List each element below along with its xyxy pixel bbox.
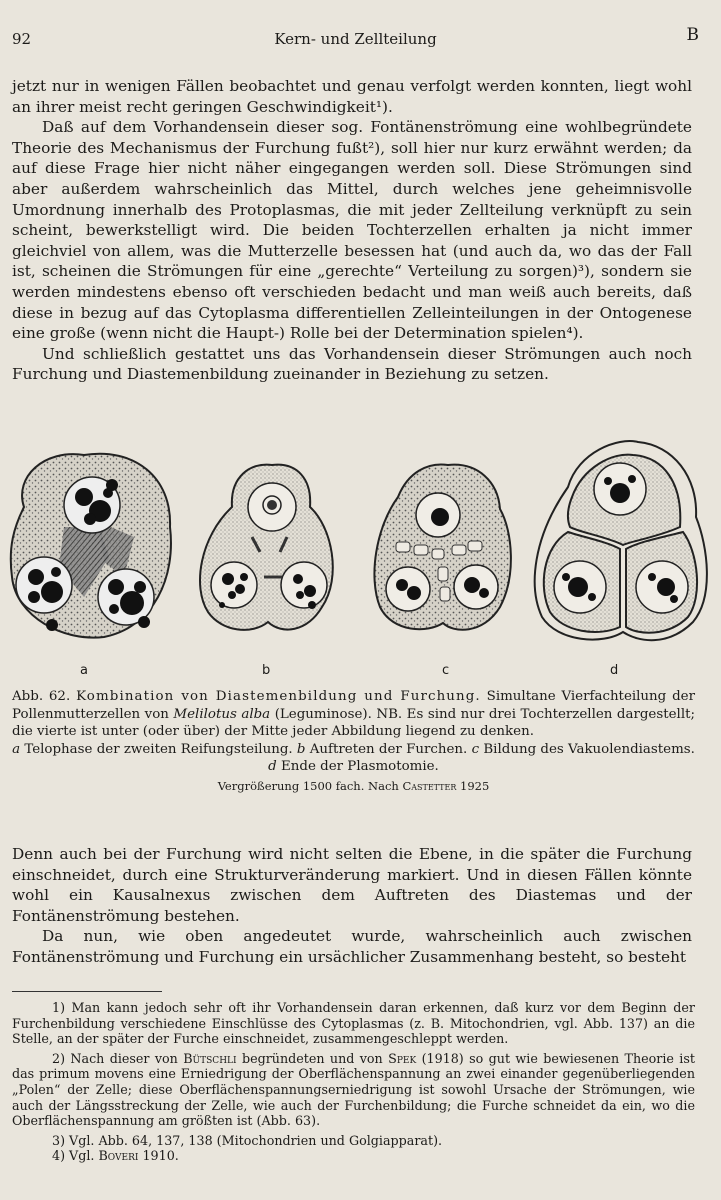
body-text-bottom xyxy=(12,844,692,968)
footnote-3: 3) Vgl. Abb. 64, 137, 138 (Mitochondrien und Golgiapparat). xyxy=(52,1132,443,1148)
footnote-text: 2) Nach dieser von xyxy=(52,1050,178,1066)
figure-label-d: d xyxy=(610,663,619,678)
paragraph: Daß auf dem Vorhandensein dieser sog. Fontänenströmung eine wohlbegründete Theorie des Mechanismus der Furchung fußt²), soll hier nur kurz erwähnt werden; da auf diese Frage hier nicht näher eingegangen werden soll. Diese Strömungen sind aber außerdem wahrscheinlich das Mittel, durch welches jene geheimnisvolle Umordnung innerhalb des Protoplasmas, die mit jeder Zellteilung verknüpft zu sein scheint, bewerkstelligt wird. Die beiden Tochterzellen erhalten ja nicht immer gleichviel von allem, was die Mutterzelle besessen hat (und auch da, wo das der Fall ist, scheinen die Strömungen für eine „gerechte“ Verteilung zu sorgen)³), sondern sie werden mindestens ebenso oft verschieden bedacht und man weiß auch bereits, daß diese in bezug auf das Cytoplasma differentiellen Zelleinteilungen in der Ontogenese eine große (wenn nicht die Haupt-) Rolle bei der Determination spielen⁴). xyxy=(12,118,692,343)
legend-text-a: Telophase der zweiten Reifungsteilung. xyxy=(24,741,293,757)
magnification: Vergrößerung 1500 fach. Nach xyxy=(217,778,399,793)
author-name: Boveri xyxy=(98,1148,139,1164)
legend-text-c: Bildung des Vakuolendiastems. xyxy=(483,741,695,757)
legend-letter-c: c xyxy=(471,741,480,757)
footnote-4 xyxy=(12,1148,695,1164)
page-header xyxy=(12,25,699,58)
section-letter: B xyxy=(686,25,699,45)
caption-title: Kombination von Diastemenbildung und Furchung. xyxy=(76,689,481,704)
figure-label-c: c xyxy=(442,663,450,678)
footnote-1: 1) Man kann jedoch sehr oft ihr Vorhandensein daran erkennen, daß kurz vor dem Beginn der Furchenbildung verschiedene Einschlüsse des Cytoplasmas (z. B. Mitochondrien, vgl. Abb. 137) an die Stelle, an der später der Furche einschneidet, zusammengeschleppt werden. xyxy=(12,1000,695,1047)
figure-number: Abb. 62. xyxy=(12,689,71,704)
credit-author: Castetter xyxy=(402,778,457,793)
footnote-text: (1918) so gut wie bewiesenen Theorie ist das primum movens eine Erniedrigung der Oberflächenspannung an zwei einander gegenüberliegenden „Polen“ der Zelle; diese Oberflächenspannungserniedrigung ist sowohl Ursache der Strömungen, wie auch der Längsstreckung der Zelle, wie auch der Furchenbildung; die Furche schneidet da ein, wo die Oberflächenspannung am größten ist (Abb. 63). xyxy=(12,1050,695,1129)
author-name: Bütschli xyxy=(183,1050,237,1066)
figure-label-a: a xyxy=(80,663,88,678)
footnote-2 xyxy=(12,1051,695,1129)
cell-illustration-b xyxy=(192,437,342,649)
footnote-divider xyxy=(12,991,162,992)
paragraph: Da nun, wie oben angedeutet wurde, wahrscheinlich auch zwischen Fontänenströmung und Furchung ein ursächlicher Zusammenhang besteht, so besteht xyxy=(12,927,692,966)
legend-text-b: Auftreten der Furchen. xyxy=(309,741,468,757)
figure-62 xyxy=(0,437,721,683)
legend-letter-b: b xyxy=(296,741,306,757)
cell-illustration-a xyxy=(4,437,178,649)
author-name: Spek xyxy=(388,1050,417,1066)
legend-letter-d: d xyxy=(268,759,277,775)
cell-illustration-c xyxy=(368,437,518,649)
caption-text: Simultane Vierfachteilung der Pollenmutterzellen von xyxy=(12,689,695,722)
cell-illustration-d xyxy=(528,437,714,649)
species-name: Melilotus alba xyxy=(173,706,271,722)
paragraph: Denn auch bei der Furchung wird nicht selten die Ebene, in die später die Furchung einschneidet, durch eine Strukturveränderung markiert. Und in diesen Fällen könnte wohl ein Kausalnexus zwischen dem Auftreten des Diastemas und der Fontänenströmung bestehen. xyxy=(12,845,692,925)
caption-legend xyxy=(12,741,695,776)
credit-year: 1925 xyxy=(460,778,490,793)
figure-caption xyxy=(12,688,695,796)
caption-text: (Leguminose). NB. Es sind nur drei Tochterzellen dargestellt; die vierte ist unter (oder über) der Mitte jeder Abbildung liegend zu denken. xyxy=(12,706,695,740)
footnotes xyxy=(12,1000,695,1164)
caption-credit xyxy=(12,778,695,796)
figure-label-b: b xyxy=(262,663,271,678)
caption-main xyxy=(12,688,695,741)
paragraph: Und schließlich gestattet uns das Vorhandensein dieser Strömungen auch noch Furchung und Diastemenbildung zueinander in Beziehung zu setzen. xyxy=(12,344,692,384)
paragraph: jetzt nur in wenigen Fällen beobachtet und genau verfolgt werden konnten, liegt wohl an ihrer meist recht geringen Geschwindigkeit¹). xyxy=(12,77,692,116)
page-number: 92 xyxy=(12,30,32,48)
running-title: Kern- und Zellteilung xyxy=(274,30,437,48)
body-text-top xyxy=(12,76,692,385)
legend-letter-a: a xyxy=(12,741,21,757)
footnote-text: 1910. xyxy=(142,1148,179,1164)
footnote-text: 4) Vgl. xyxy=(52,1148,95,1164)
footnote-text: begründeten und von xyxy=(241,1050,383,1066)
legend-text-d: Ende der Plasmotomie. xyxy=(281,759,439,775)
